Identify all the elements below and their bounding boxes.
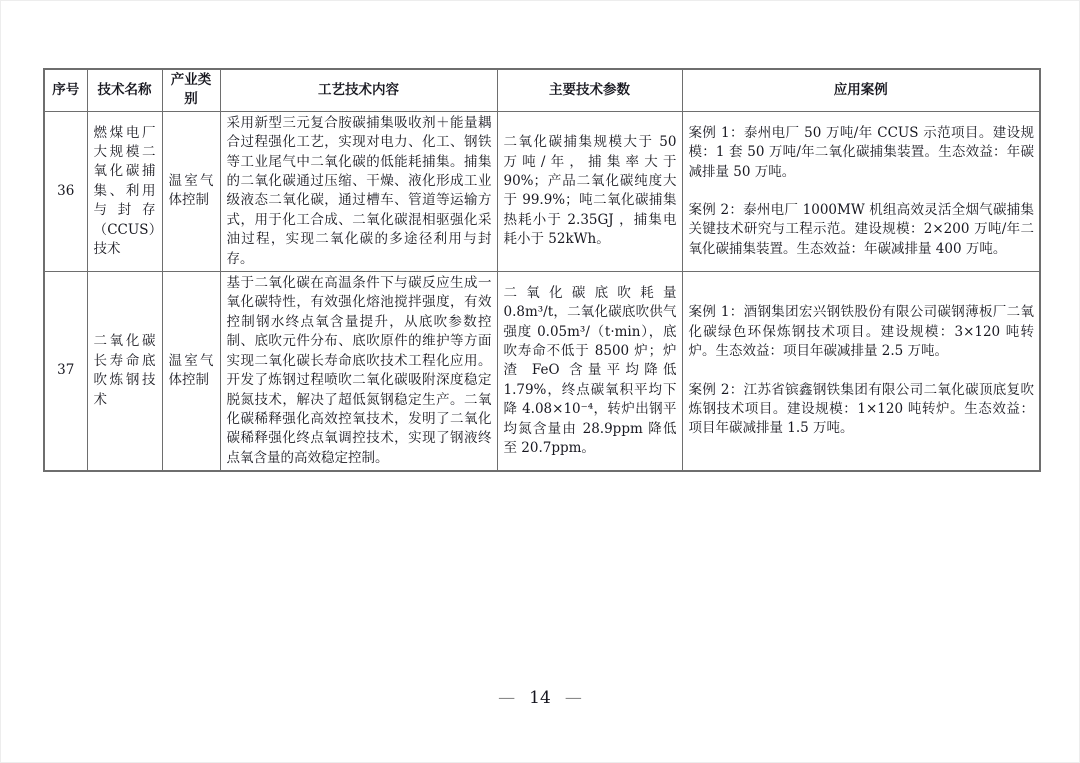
- footer-left-dash: —: [498, 688, 516, 708]
- header-industry-category: 产业类别: [162, 69, 220, 111]
- table-row: [44, 272, 1040, 472]
- row-37-case-2: 案例 2：江苏省镔鑫钢铁集团有限公司二氧化碳顶底复吹炼钢技术项目。建设规模：1×120 吨转炉。生态效益：项目年碳减排量 1.5 万吨。: [688, 381, 1034, 437]
- row-36-technical-parameters: 二氧化碳捕集规模大于 50 万吨/年，捕集率大于 90%；产品二氧化碳纯度大于 99.9%；吨二氧化碳捕集热耗小于 2.35GJ ，捕集电耗小于 52kWh。: [497, 111, 682, 271]
- row-37-industry-category: 温室气体控制: [162, 272, 220, 472]
- row-36-case-1: 案例 1：泰州电厂 50 万吨/年 CCUS 示范项目。建设规模：1 套 50 万吨/年二氧化碳捕集装置。生态效益：年碳减排量 50 万吨。: [688, 124, 1034, 180]
- row-36-technology-name: 燃煤电厂大规模二氧化碳捕集、利用与封存（CCUS）技术: [87, 111, 162, 271]
- row-36-serial-number: 36: [44, 111, 87, 271]
- row-37-application-cases: [682, 272, 1040, 472]
- row-36-case-2: 案例 2：泰州电厂 1000MW 机组高效灵活全烟气碳捕集关键技术研究与工程示范。建设规模：2×200 万吨/年二氧化碳捕集装置。生态效益：年碳减排量 400 万吨。: [688, 201, 1034, 257]
- technology-catalog-table: [43, 68, 1041, 472]
- page-footer: [1, 688, 1079, 708]
- header-serial-number: 序号: [44, 69, 87, 111]
- row-36-process-content: 采用新型三元复合胺碳捕集吸收剂＋能量耦合过程强化工艺，实现对电力、化工、钢铁等工业尾气中二氧化碳的低能耗捕集。捕集的二氧化碳通过压缩、干燥、液化形成工业级液态二氧化碳，通过槽车、管道等运输方式，用于化工合成、二氧化碳混相驱强化采油过程，实现二氧化碳的多途径利用与封存。: [220, 111, 497, 271]
- page-number: 14: [529, 688, 551, 708]
- footer-right-dash: —: [564, 688, 582, 708]
- row-36-industry-category: 温室气体控制: [162, 111, 220, 271]
- row-36-application-cases: [682, 111, 1040, 271]
- row-37-serial-number: 37: [44, 272, 87, 472]
- header-technical-parameters: 主要技术参数: [497, 69, 682, 111]
- row-37-case-1: 案例 1：酒钢集团宏兴钢铁股份有限公司碳钢薄板厂二氧化碳绿色环保炼钢技术项目。建设规模：3×120 吨转炉。生态效益：项目年碳减排量 2.5 万吨。: [688, 304, 1034, 360]
- header-technology-name: 技术名称: [87, 69, 162, 111]
- table-row: [44, 111, 1040, 271]
- row-37-technology-name: 二氧化碳长寿命底吹炼钢技术: [87, 272, 162, 472]
- table-header-row: [44, 69, 1040, 111]
- header-application-cases: 应用案例: [682, 69, 1040, 111]
- row-37-technical-parameters: 二氧化碳底吹耗量 0.8m³/t，二氧化碳底吹供气强度 0.05m³/（t·min），底吹寿命不低于 8500 炉；炉渣 FeO 含量平均降低 1.79%，终点碳氧积平均下降 4.08×10⁻⁴，转炉出钢平均氮含量由 28.9ppm 降低至 20.7ppm。: [497, 272, 682, 472]
- row-37-process-content: 基于二氧化碳在高温条件下与碳反应生成一氧化碳特性，有效强化熔池搅拌强度，有效控制钢水终点氧含量提升，从底吹参数控制、底吹元件分布、底吹原件的维护等方面实现二氧化碳长寿命底吹技术工程化应用。开发了炼钢过程喷吹二氧化碳吸附深度稳定脱氮技术，解决了超低氮钢稳定生产。二氧化碳稀释强化高效控氧技术，发明了二氧化碳稀释强化终点氧调控技术，实现了钢液终点氧含量的高效稳定控制。: [220, 272, 497, 472]
- header-process-content: 工艺技术内容: [220, 69, 497, 111]
